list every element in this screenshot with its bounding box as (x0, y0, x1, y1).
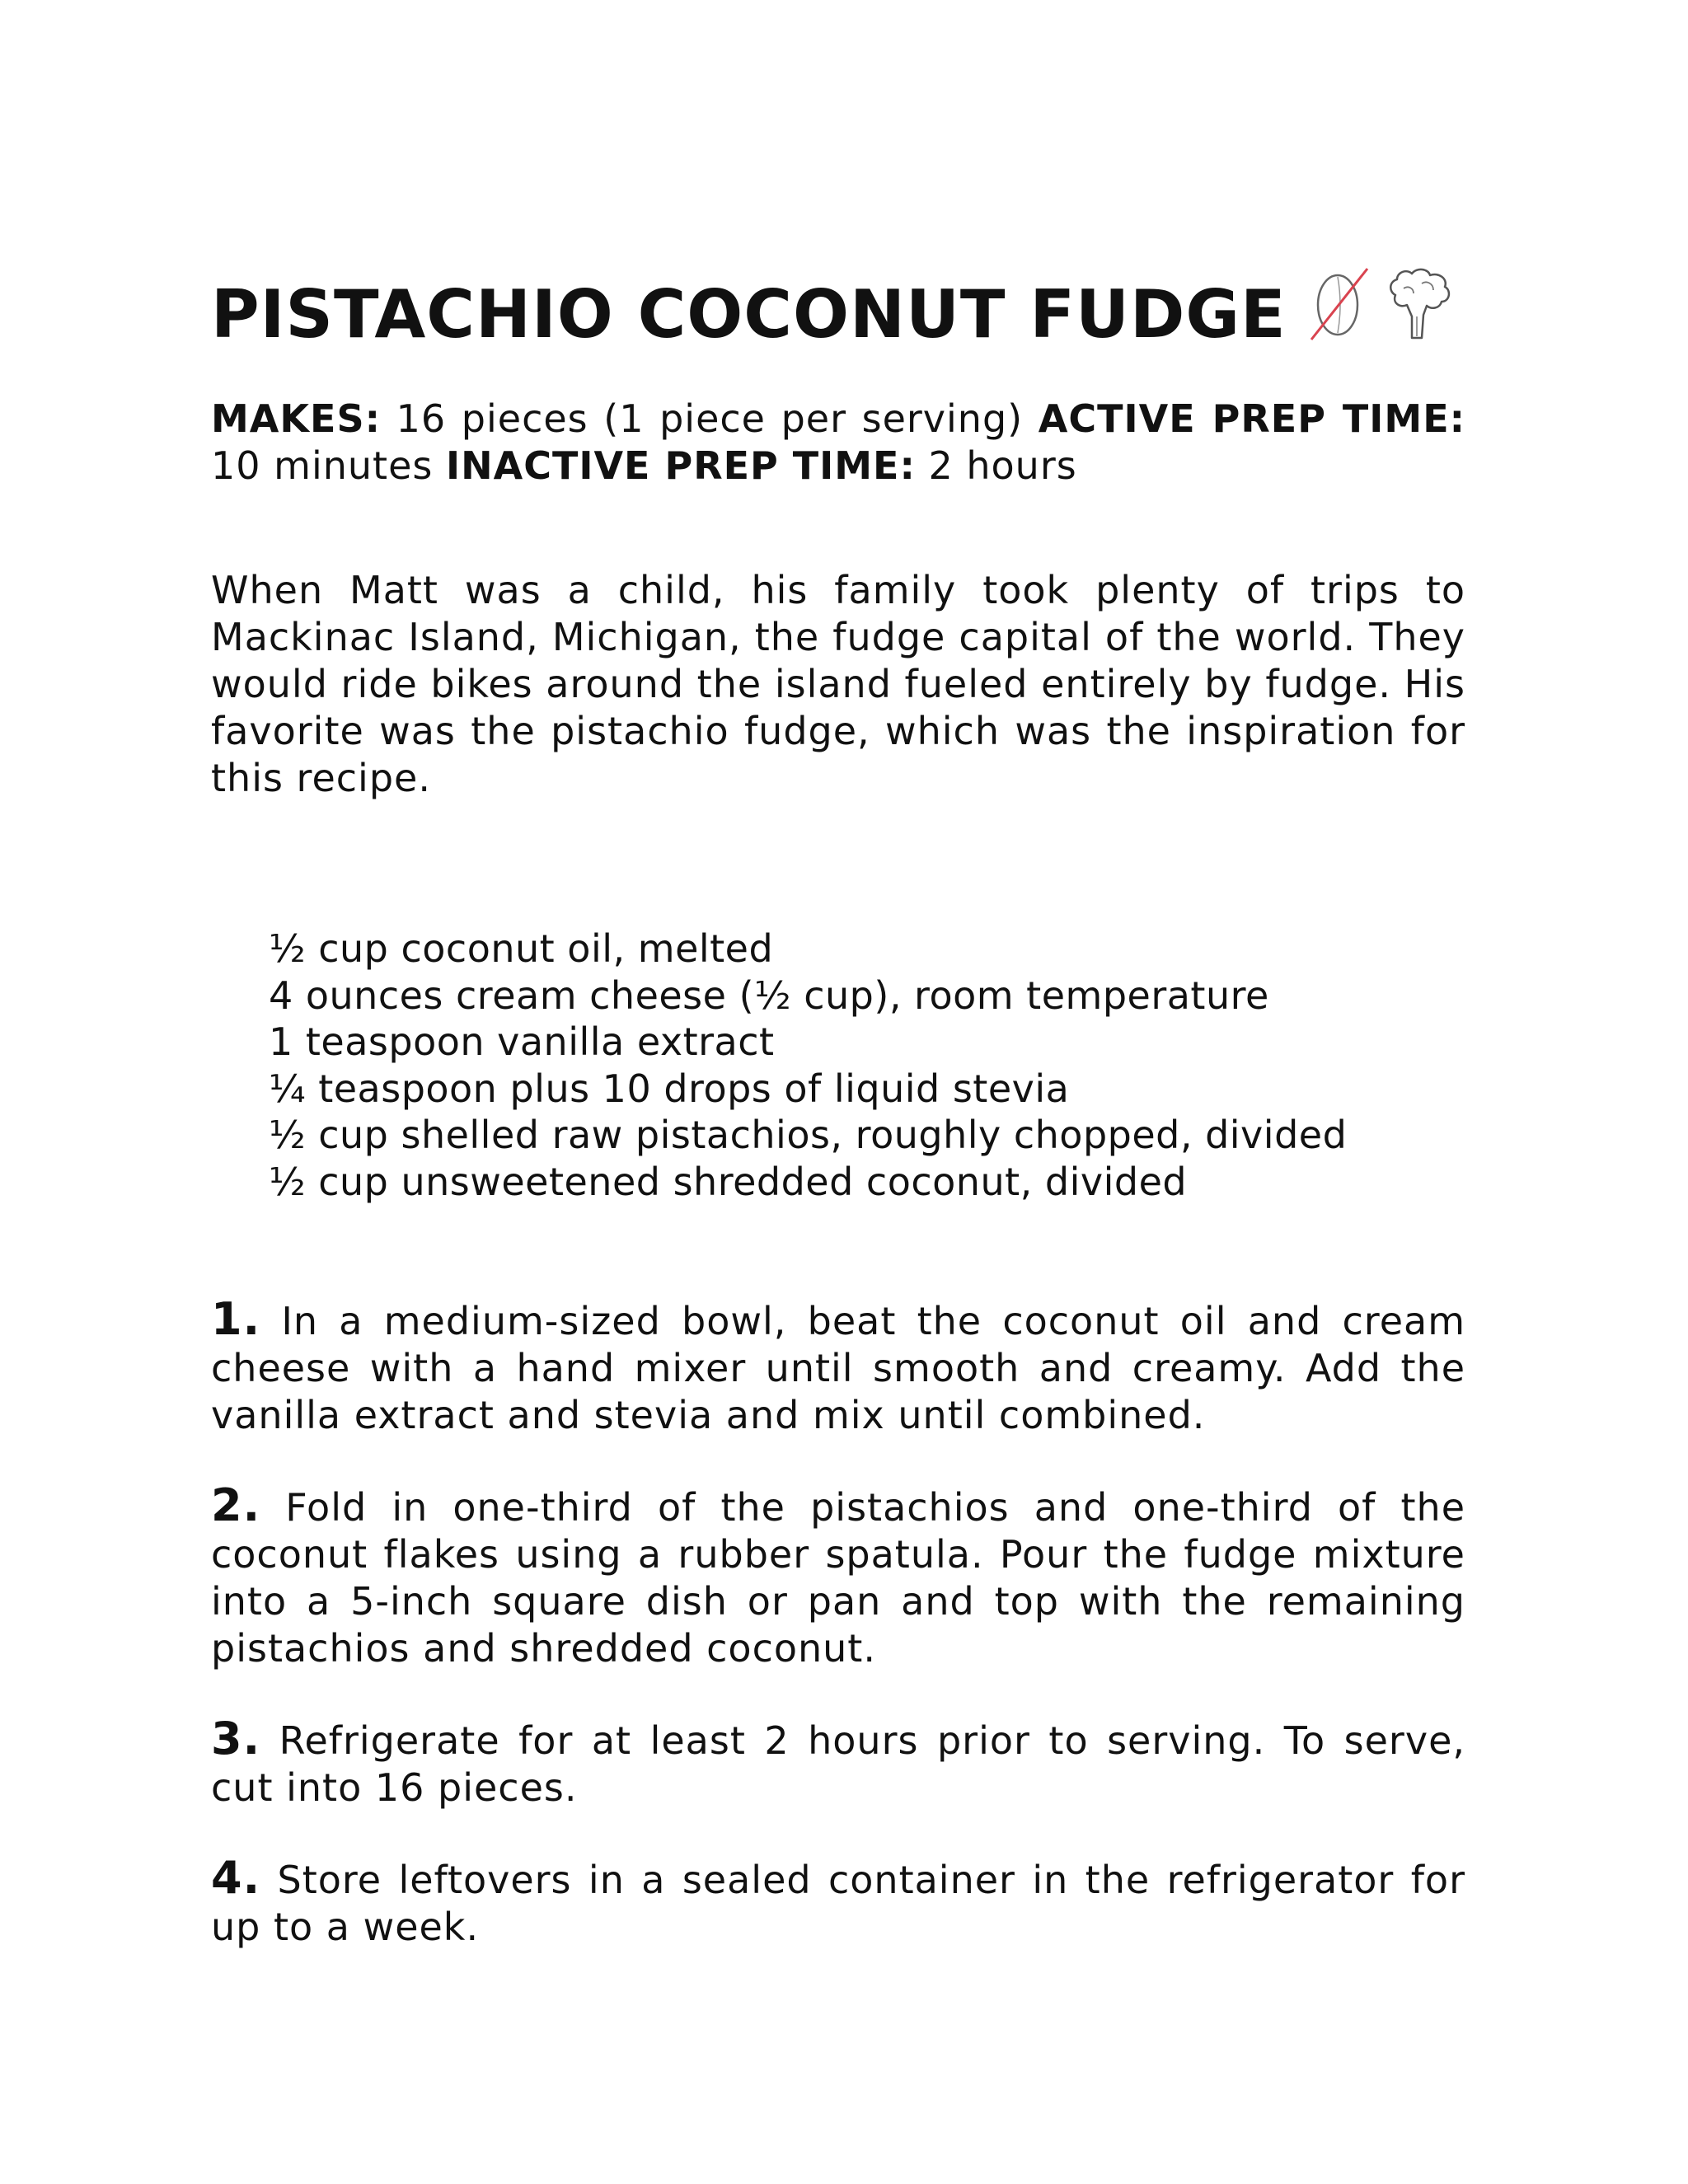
no-grain-icon (1306, 264, 1372, 346)
ingredient-list (269, 926, 1465, 1205)
step-text: Store leftovers in a sealed container in the refrigerator for up to a week. (211, 1858, 1465, 1949)
ingredient-item: ½ cup shelled raw pistachios, roughly chopped, divided (269, 1113, 1348, 1157)
recipe-meta (211, 396, 1465, 490)
ingredient-item: ¼ teaspoon plus 10 drops of liquid stevia (269, 1066, 1070, 1111)
dietary-icons (1306, 264, 1453, 354)
step-number: 1. (211, 1293, 261, 1345)
step-number: 3. (211, 1713, 261, 1765)
step-4 (211, 1854, 1465, 1951)
step-text: Fold in one-third of the pistachios and one-third of the coconut flakes using a rubber spatula. Pour the fudge mixture into a 5-inch square dish or pan and top with the remaining pistachios and shredded coconut. (211, 1485, 1465, 1671)
inactive-prep-label: INACTIVE PREP TIME: (445, 443, 916, 488)
step-text: In a medium-sized bowl, beat the coconut oil and cream cheese with a hand mixer until smooth and creamy. Add the vanilla extract and stevia and mix until combined. (211, 1299, 1465, 1437)
title-row (211, 247, 1465, 354)
step-1 (211, 1293, 1465, 1439)
recipe-page (211, 247, 1465, 1994)
ingredient-item: 1 teaspoon vanilla extract (269, 1019, 775, 1064)
makes-label: MAKES: (211, 396, 381, 441)
step-2 (211, 1479, 1465, 1672)
recipe-title: PISTACHIO COCONUT FUDGE (211, 276, 1287, 353)
active-prep-label: ACTIVE PREP TIME: (1038, 396, 1466, 441)
broccoli-icon (1384, 267, 1453, 346)
step-number: 4. (211, 1852, 261, 1904)
recipe-intro: When Matt was a child, his family took plenty of trips to Mackinac Island, Michigan, the fudge capital of the world. They would ride bikes around the island fueled entirely by fudge. His favorite was the pistachio fudge, which was the inspiration for this recipe. (211, 568, 1465, 800)
instruction-steps (211, 1293, 1465, 1951)
makes-value: 16 pieces (1 piece per serving) (396, 396, 1024, 441)
ingredient-item: ½ cup coconut oil, melted (269, 926, 774, 971)
active-prep-value: 10 minutes (211, 443, 434, 488)
step-number: 2. (211, 1479, 261, 1531)
ingredient-item: 4 ounces cream cheese (½ cup), room temperature (269, 972, 1269, 1018)
ingredient-item: ½ cup unsweetened shredded coconut, divided (269, 1159, 1188, 1204)
step-3 (211, 1715, 1465, 1811)
inactive-prep-value: 2 hours (928, 443, 1077, 488)
step-text: Refrigerate for at least 2 hours prior to serving. To serve, cut into 16 pieces. (211, 1718, 1465, 1810)
